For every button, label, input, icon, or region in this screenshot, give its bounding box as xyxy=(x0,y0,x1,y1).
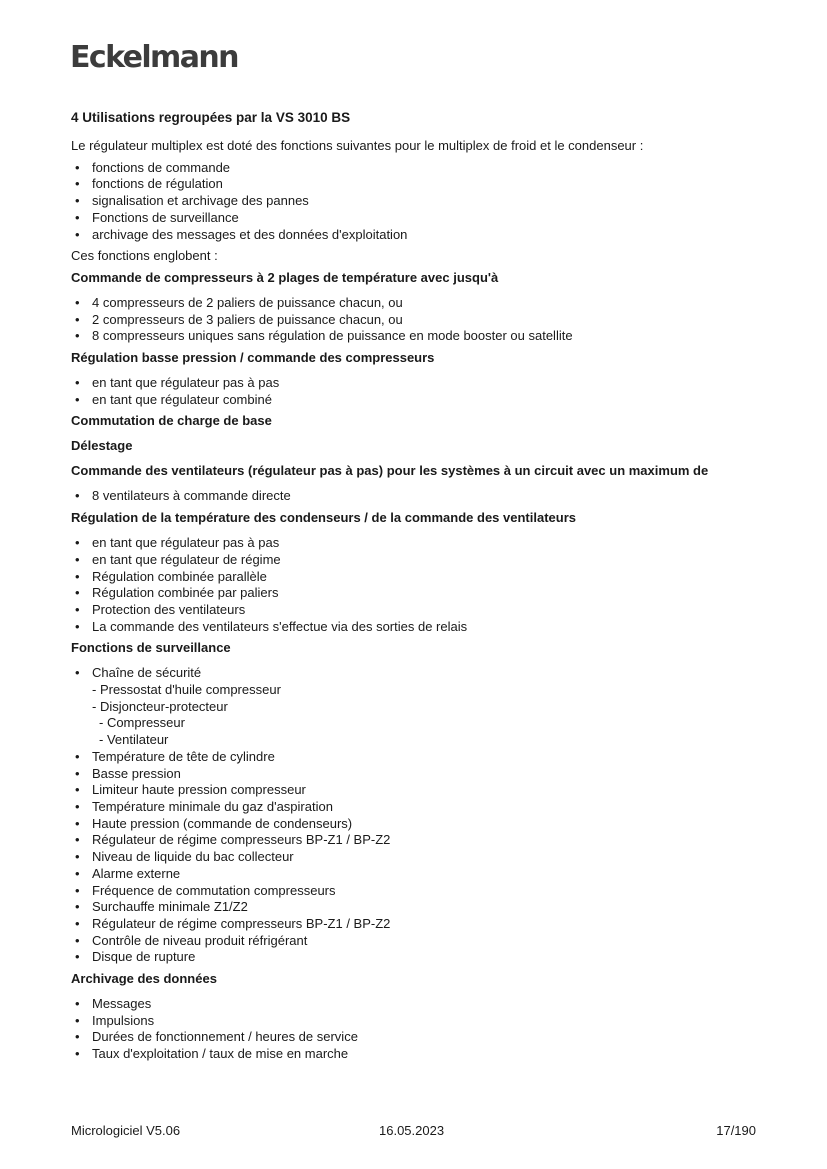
list-item: • 8 ventilateurs à commande directe xyxy=(71,488,761,505)
safety-chain-sub: - Disjoncteur-protecteur xyxy=(92,698,228,714)
list-item: • La commande des ventilateurs s'effectue via des sorties de relais xyxy=(71,619,761,636)
eckelmann-logo: Eckelmann xyxy=(70,40,238,75)
data-archiving-title: Archivage des données xyxy=(71,971,217,987)
list-item: • archivage des messages et des données d'exploitation xyxy=(71,227,761,244)
condenser-regulation-title: Régulation de la température des condenseurs / de la commande des ventilateurs xyxy=(71,510,576,526)
list-item: • Durées de fonctionnement / heures de service xyxy=(71,1029,761,1046)
list-item: • 8 compresseurs uniques sans régulation de puissance en mode booster ou satellite xyxy=(71,328,761,345)
list-item: • Surchauffe minimale Z1/Z2 xyxy=(71,899,761,916)
list-item: • Régulateur de régime compresseurs BP-Z1 / BP-Z2 xyxy=(71,832,761,849)
list-item: • Taux d'exploitation / taux de mise en marche xyxy=(71,1046,761,1063)
list-item: • Impulsions xyxy=(71,1013,761,1030)
list-item: • fonctions de régulation xyxy=(71,176,761,193)
list-item: • Régulation combinée parallèle xyxy=(71,569,761,586)
list-item: • Régulateur de régime compresseurs BP-Z1 / BP-Z2 xyxy=(71,916,761,933)
list-item: • 2 compresseurs de 3 paliers de puissance chacun, ou xyxy=(71,312,761,329)
list-item: • signalisation et archivage des pannes xyxy=(71,193,761,210)
monitoring-title: Fonctions de surveillance xyxy=(71,640,231,656)
footer-page-number: 17/190 xyxy=(716,1123,756,1138)
list-item: • Niveau de liquide du bac collecteur xyxy=(71,849,761,866)
safety-chain-sub: - Compresseur xyxy=(99,715,185,731)
compressor-control-title: Commande de compresseurs à 2 plages de température avec jusqu'à xyxy=(71,269,499,285)
condenser-regulation-list xyxy=(71,535,761,635)
footer-date: 16.05.2023 xyxy=(379,1123,445,1138)
list-item: • Alarme externe xyxy=(71,866,761,883)
safety-chain-sub: - Ventilateur xyxy=(99,732,169,748)
intro-text: Le régulateur multiplex est doté des fonctions suivantes pour le multiplex de froid et le condenseur : xyxy=(71,138,644,153)
list-item: • Messages xyxy=(71,996,761,1013)
functions-include-text: Ces fonctions englobent : xyxy=(71,248,218,264)
fan-control-list xyxy=(71,488,761,505)
list-item: • en tant que régulateur de régime xyxy=(71,552,761,569)
list-item: • Régulation combinée par paliers xyxy=(71,585,761,602)
list-item: • Haute pression (commande de condenseurs) xyxy=(71,816,761,833)
load-shedding-title: Délestage xyxy=(71,438,133,454)
list-item: • en tant que régulateur pas à pas xyxy=(71,535,761,552)
list-item: • Température de tête de cylindre xyxy=(71,749,761,766)
safety-chain-label: • Chaîne de sécurité xyxy=(92,665,202,681)
data-archiving-list xyxy=(71,996,761,1063)
list-item: • Basse pression xyxy=(71,766,761,783)
list-item: • Protection des ventilateurs xyxy=(71,602,761,619)
list-item: • Limiteur haute pression compresseur xyxy=(71,782,761,799)
list-item: • Disque de rupture xyxy=(71,949,761,966)
section-heading: 4 Utilisations regroupées par la VS 3010 BS xyxy=(71,110,351,125)
footer-firmware-version: Micrologiciel V5.06 xyxy=(71,1123,181,1138)
safety-chain-item xyxy=(71,665,761,749)
list-item: • Température minimale du gaz d'aspiration xyxy=(71,799,761,816)
document-body xyxy=(71,110,761,1068)
list-item: • Contrôle de niveau produit réfrigérant xyxy=(71,933,761,950)
base-load-title: Commutation de charge de base xyxy=(71,413,272,429)
low-pressure-title: Régulation basse pression / commande des compresseurs xyxy=(71,350,435,366)
list-item: • en tant que régulateur combiné xyxy=(71,392,761,409)
list-item: • Fréquence de commutation compresseurs xyxy=(71,883,761,900)
list-item: • 4 compresseurs de 2 paliers de puissance chacun, ou xyxy=(71,295,761,312)
intro-list xyxy=(71,160,761,244)
list-item: • Fonctions de surveillance xyxy=(71,210,761,227)
list-item: • fonctions de commande xyxy=(71,160,761,177)
safety-chain-sub: - Pressostat d'huile compresseur xyxy=(92,682,281,698)
low-pressure-list xyxy=(71,375,761,408)
monitoring-list xyxy=(71,665,761,966)
fan-control-title: Commande des ventilateurs (régulateur pas à pas) pour les systèmes à un circuit avec un maximum de xyxy=(71,463,709,479)
compressor-control-list xyxy=(71,295,761,345)
list-item: • en tant que régulateur pas à pas xyxy=(71,375,761,392)
